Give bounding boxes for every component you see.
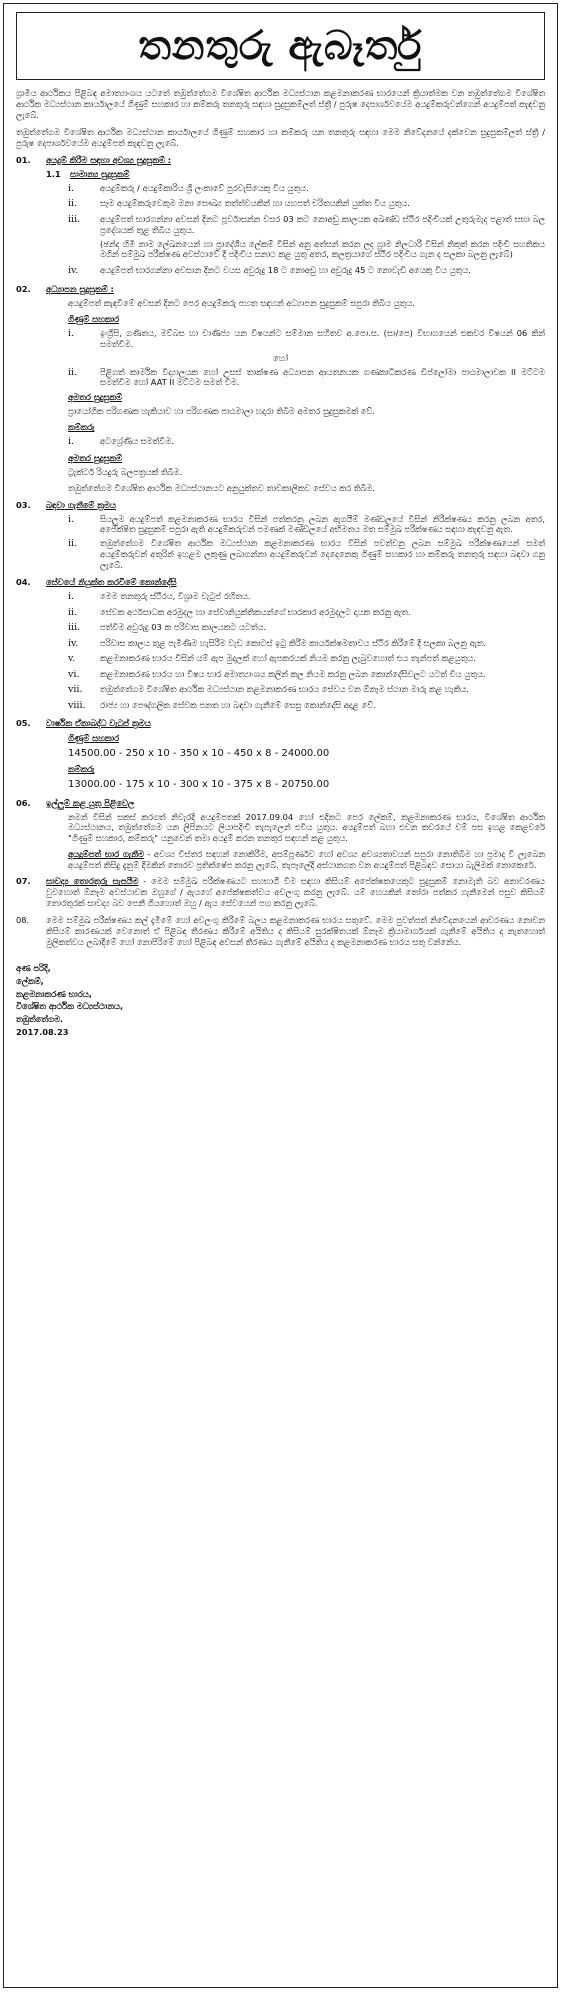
list-item: i. මෙම තනතුරු ස්ථිරය, විශ්‍රාම වැටුප් රහිතය.	[68, 591, 251, 603]
additional-qualifications-text: ප්‍රායෝගික පරිගණක හැකියාව හා පරිගණක පාඨමාලා හදාරා තිබීම අමතර සුදුසුකමක් වේ.	[68, 406, 375, 417]
section-05-heading: 05. වාර්ෂික ඒකාබද්ධ වැටුප් ක්‍රමය	[16, 718, 151, 729]
list-item: i. අටශ්‍රේණිය සමත්වීම.	[68, 436, 174, 448]
section-04-heading: 04. සේවයේ නියුක්ත කරවීමේ කොන්දේසි	[16, 577, 177, 588]
list-item: viii. රාජ්‍ය හා පෞද්ගලික සේවක පනත හා බඳවා ගැනීමේ සෙසු කොන්දේසි අදාළ වේ.	[68, 699, 376, 711]
list-item: ii. සෑම අයදුම්කරුවෙකුම මනා සෞඛ්‍ය තත්ත්වයකින් හා යහපත් චරිතයකින් යුක්ත විය යුතුය.	[68, 198, 410, 210]
section-1-1-heading: 1.1 සාමාන්‍ය සුදුසුකම්	[46, 168, 130, 179]
accounts-assistant-heading: ගිණුම් සහකාර	[68, 313, 120, 324]
advertisement-page	[3, 3, 558, 1988]
list-item: vii. තඹුත්තේගම විශේෂිත ආර්ථික මධ්‍යස්ථාන කළමනාකරණ භාරය සේවය වන ඕනෑම ස්ථාන මාරු කළ හැකිය.	[68, 684, 469, 696]
false-info-text: - මෙම සම්මුඛ පරීක්ෂණයට සහභාගී වීම සඳහා කිසියම් අපේක්ෂකයෙකුට සුදුසුකම් නොමැති බව අනාවරණය වුවහොත් ඕනෑම අවස්ථාවක ඔහුගේ / ඇයගේ අපේක්ෂකත්වය අවලංගු කරනු ලැබේ. යම් හෙයකින් තෝරා පත්කර ගැනීමෙන් පසුව කිසියම් තොරතුරක් සාවද්‍ය බව පෙනී ගියහොත් ඔහු / ඇය සේවයෙන් පහ කරනු ලැබේ.	[46, 876, 545, 909]
signature-date: 2017.08.23	[16, 1027, 69, 1038]
additional-qualifications-heading: අමතර සුදුසුකම්	[68, 392, 123, 403]
list-item: i. සියලුම අයදුම්පත් කළමනාකරණ භාරය විසින් පත්කරනු ලබන ඇගයීම් මණ්ඩලයේ විසින් නිරීක්ෂණය කරනු ලබන අතර, අපේක්ෂිත සුදුසුකම් සපුරා ඇති අයදුම්කරුවන් පමණක් මණ්ඩලයේ අභිමතය මත සම්මුඛ පරීක්ෂණය සඳහා කැඳවනු ඇත.	[68, 513, 545, 535]
salary-accounts-heading: ගිණුම් සහකාර	[68, 733, 120, 744]
application-rejection	[68, 849, 545, 871]
labourer-additional-1: ට්‍රැක්ටර් රියදුරු බලපත්‍රයක් තිබීම.	[68, 466, 183, 477]
list-item: iv. අයදුම්පත් භාරගන්නා අවසාන දිනට වයස අවුරුදු 18 ට නොඅඩු හා අවුරුදු 45 ට නොවැඩි අයෙකු විය යුතුය.	[68, 265, 471, 277]
title-box	[16, 12, 545, 80]
section-03-heading: 03. බඳවා ගැනීමේ ක්‍රමය	[16, 499, 116, 510]
salary-scale-accounts: 14500.00 - 250 x 10 - 350 x 10 - 450 x 8 - 24000.00	[68, 748, 330, 760]
salary-labourer-heading: කම්කරු	[68, 764, 95, 775]
conditions-list	[68, 591, 545, 712]
recruitment-method-list	[68, 514, 545, 572]
list-item: iii. පත්වීම අවුරුදු 03 ක පරිවාස කාලයකට යටත්ය.	[68, 622, 267, 634]
general-qualifications-list	[68, 183, 545, 236]
false-info-label: සාවද්‍ය තොරතුරු සැපයීම	[46, 876, 139, 887]
list-item: ii. සේවක අර්ථසාධක අරමුදල හා සේවානියුක්තිකයන්ගේ භාරකාර අරමුදලට දායක කරනු ඇත.	[68, 606, 411, 618]
section-07: 07. සාවද්‍ය තොරතුරු සැපයීම - මෙම සම්මුඛ පරීක්ෂණයට සහභාගී වීම සඳහා කිසියම් අපේක්ෂකයෙකුට සුදුසුකම් නොමැති බව අනාවරණය වුවහොත් ඕනෑම අවස්ථාවක ඔහුගේ / ඇයගේ අපේක්ෂකත්වය අවලංගු කරනු ලැබේ. යම් හෙයකින් තෝරා පත්කර ගැනීමෙන් පසුව කිසියම් තොරතුරක් සාවද්‍ය බව පෙනී ගියහොත් ඔහු / ඇය සේවයෙන් පහ කරනු ලැබේ.	[16, 876, 545, 909]
labourer-additional-heading: අමතර සුදුසුකම්	[68, 452, 123, 463]
list-item: ii. පිළිගත් කාර්මික විද්‍යාලයක හෝ උසස් තාක්ෂණ අධ්‍යාපන ආයතනයක ගණකාධිකරණ ඩිප්ලෝමා පාඨමාලාවක II මට්ටම සමත්වීම හෝ AAT II මට්ටම සමත් වීම.	[68, 366, 545, 388]
list-item: ii. තඹුත්තේගම විශේෂිත ආර්ථික මධ්‍යස්ථාන කළමනාකරණ භාරය විසින් පවත්වනු ලබන සම්මුඛ පරීක්ෂණයෙන් සමත් අයදුම්කරුවන් අතුරින් ඉහළම ලකුණු ලබාගන්නා අයදුම්කරුවන් දෙදෙනෙකු ගිණුම් සහකාර හා කම්කරු තනතුරු සඳහා බඳවා ගනු ලැබේ.	[68, 538, 545, 571]
or-separator: හෝ	[273, 352, 288, 363]
section-08: 08. මෙම සම්මුඛ පරීක්ෂණය කල් දැමීමේ හෝ අවලංගු කිරීමේ බලය කළමනාකරණ භාරය සතුවේ. මෙම පුවත්පත් නිවේදනයෙන් ආවරණය නොවන කිසියම් කාරණයක් වෙනොත් ඒ පිළිබඳ තීරණය කිරීමේ අයිතිය ද කිසියම් සුරක්ෂිතයක් ඕනෑම ක්‍රියාමාර්ගයක් ගැනීමේ අයිතිය ද නැතහොත් මුලිකත්වය ලබාදීමේ හෝ නොපිරිමේ හෝ පිළිබඳ අවසන් තීරණය ගැනීමේ අයිතිය ද කළමනාකරණ භාරය සතු වන්නේය.	[16, 915, 545, 947]
signature-line: කළමනාකරණ භාරය,	[16, 988, 92, 999]
section-02-heading: 02. අධ්‍යාපන සුදුසුකම් :	[16, 283, 114, 294]
education-intro: අයදුම්පත් කැඳවීමේ අවසන් දිනට පෙර අයදුම්කරු පහත සඳහන් අධ්‍යාපන සුදුසුකම් සපුරා තිබිය යුතුය.	[68, 297, 415, 308]
age-qualification-list	[68, 265, 545, 278]
labourer-additional-2: තඹුත්තේගම විශේෂිත ආර්ථික මධ්‍යස්ථානයට අනුයුක්තව තාවකාලිකව සේවය කර තිබීම.	[68, 482, 375, 493]
accounts-education-list	[68, 328, 545, 350]
rejection-text: - අවශ්‍ය විස්තර සඳහන් නොකිරීම, අසම්පූර්ණව හෝ අවශ්‍ය අවශ්‍යතාවයන් සපුරා නොතිබීම හා ප්‍රමාද වී ලැබෙන අයදුම්පත් කිසිදු දැනුම් දීමකින් තොරව ප්‍රතික්ෂේප කරනු ලැබේ. තැපෑලේදී අස්ථානගත වන අයදුම්පත් පිළිබඳව සොයා බැලීමක් නොකෙරේ.	[68, 849, 546, 871]
list-item: v. කළමනාකරණ භාරය විසින් යම් ඇප මුදලක් හෝ ඇපකරයක් නියම කරනු ලැබුවහොත් එය තැන්පත් කළයුතුය.	[68, 653, 476, 665]
intro-paragraph-1: ග්‍රාමීය ආර්ථිකය පිළිබඳ අමාත්‍යාංශය යටතේ තඹුත්තේගම විශේෂිත ආර්ථික මධ්‍යස්ථාන කළමනාකරණ භාරයෙන් ක්‍රියාත්මක වන තඹුත්තේගම විශේෂිත ආර්ථික මධ්‍යස්ථාන කාර්යාලයේ ගිණුම් සහකාර හා කම්කරු තනතුරු සඳහා සුදුසුකම්ලත් ස්ත්‍රී / පුරුෂ දෙපාර්ශවයේම අයදුම්කරුවන්ගෙන් අයදුම්පත් කැඳවනු ලැබේ.	[16, 88, 545, 120]
list-item: i. ඉංග්‍රීසි, ගණිතය, මව්බස හා වාණිජ්‍ය යන විෂයන්ට සම්මාන සහිතව අ.පො.ස. (සා/පෙ) විභාගයෙන් එකවර විෂයන් 06 කින් සමත්වීම.	[68, 327, 545, 349]
list-item: i. අයදුම්කරු / අයදුම්කාරිය ශ්‍රී ලංකාවේ පුරවැසියෙකු විය යුතුය.	[68, 182, 309, 194]
list-item: iii. අයදුම්පත් භාරගන්නා අවසන් දිනට පූර්වාසන්න වසර 03 කට නොඅඩු කාලයක අඛණ්ඩ ස්ථිර පදිංචියක් උතුරුමැද පළාත් සභා බල ප්‍රදේශයක් තුළ තිබිය යුතුය.	[68, 213, 545, 235]
list-item: vi. කළමනාකරණ භාරය හා විෂය භාර අමාත්‍යාංශය කලින් කල නියම කරනු ලබන කොන්දේසිවලට යටත් විය යුතුය.	[68, 668, 486, 680]
signature-line: විශේෂිත ආර්ථික මධ්‍යස්ථානය,	[16, 1001, 124, 1012]
labourer-education-list	[68, 436, 545, 449]
signature-line: ලේකම්,	[16, 975, 44, 986]
signature-line: අණ පරිදි,	[16, 962, 51, 973]
section-01-heading: 01. අයදුම් කිරීම සඳහා අවශ්‍ය සුදුසුකම් :	[16, 154, 172, 165]
application-procedure-text: නමන් විසින් සකස් කරගත් නිවැරදි අයදුම්පතක් 2017.09.04 හෝ එදිනට පෙර ලේකම්, කළමනාකරණ භාරය, විශේෂිත ආර්ථික මධ්‍යස්ථානය, තඹුත්තේගම යන ලිපිනයට ලියාපදිංචි තැපැලෙන් එවිය යුතුය. අයදුම්පත් බහා එවන කවරයේ වම් පස ඉහළ කෙළවරේ "ගිණුම් සහකාර, කම්කරු" යනුවෙන් තමා අයදුම් කරන තනතුර සඳහන් කළ යුතුය.	[68, 811, 545, 844]
residence-note: (ඡන්ද හිමි නාම ලේඛනයෙන් හා ප්‍රාදේශීය ලේකම් විසින් අනු අත්සන් කරන ලද ග්‍රාම නිලධාරී විසින් නිකුත් කරන පදිංචි සහතිකය මගින් සම්මුඛ පරීක්ෂණ අවස්ථාවේ දී පදිංචිය සනාථ කළ යුතු අතර, කලත්‍රයාගේ ස්ථිර පදිංචිය ගැන ද සලකා බලනු ලැබේ)	[100, 238, 545, 260]
section-08-text: මෙම සම්මුඛ පරීක්ෂණය කල් දැමීමේ හෝ අවලංගු කිරීමේ බලය කළමනාකරණ භාරය සතුවේ. මෙම පුවත්පත් නිවේදනයෙන් ආවරණය නොවන කිසියම් කාරණයක් වෙනොත් ඒ පිළිබඳ තීරණය කිරීමේ අයිතිය ද කිසියම් සුරක්ෂිතයක් ඕනෑම ක්‍රියාමාර්ගයක් ගැනීමේ අයිතිය ද නැතහොත් මුලිකත්වය ලබාදීමේ හෝ නොපිරිමේ හෝ පිළිබඳ අවසන් තීරණය ගැනීමේ අයිතිය ද කළමනාකරණ භාරය සතු වන්නේය.	[46, 915, 545, 947]
intro-paragraph-2: තඹුත්තේගම විශේෂිත ආර්ථික මධ්‍යස්ථාන කාර්යාලයේ ගිණුම් සහකාර හා කම්කරු යන තනතුරු සඳහා මෙම නිවේදනයේ දක්වෙන සුදුසුකම්ලත් ස්ත්‍රී / පුරුෂ දෙපාර්ශවයේම අයදුම්පත් කැඳවනු ලැබේ.	[16, 126, 545, 148]
signature-line: තඹුත්තේගම.	[16, 1014, 64, 1025]
signature-block	[16, 962, 545, 1039]
page-title: තනතුරු ඇබෑර්තු	[138, 21, 423, 69]
salary-scale-labourer: 13000.00 - 175 x 10 - 300 x 10 - 375 x 8 - 20750.00	[68, 779, 330, 791]
section-06-heading: 06. ඉල්ලුම් කළ යුතු පිළිවෙල	[16, 797, 135, 808]
accounts-education-list-2	[68, 367, 545, 389]
list-item: iv. පරිවාස කාලය තුළ පැමිණීම හැසිරීම වැඩ කොටස් ඉටු කිරීම කාර්යක්ෂමතාවය ස්ථිර කිරීමේ දී සලකා බලනු ඇත.	[68, 637, 487, 649]
labourer-heading: කම්කරු	[68, 422, 95, 433]
rejection-label: අයදුම්පත් භාර ගැනීම	[68, 849, 144, 860]
